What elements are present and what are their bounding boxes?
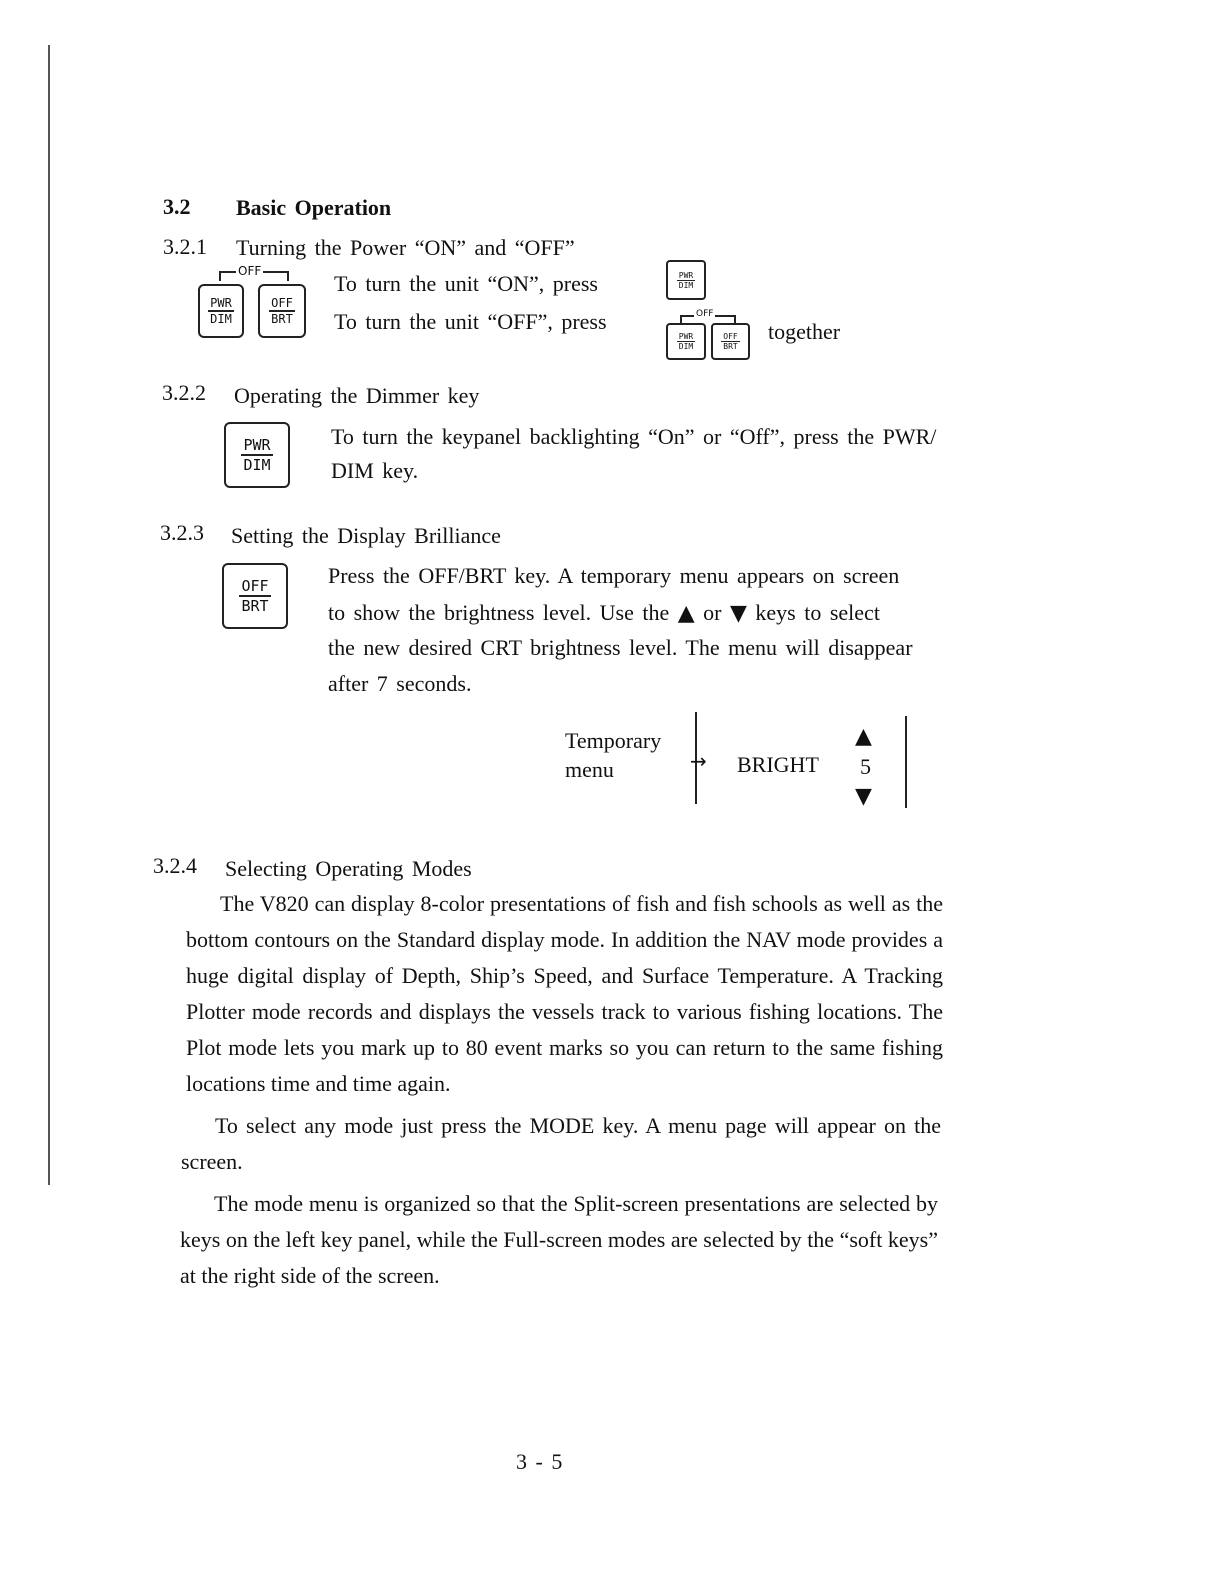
off-label: OFF xyxy=(723,332,738,341)
subsection-title: Selecting Operating Modes xyxy=(225,856,472,881)
off-brt-key[interactable] xyxy=(258,284,306,338)
subsection-number: 3.2.3 xyxy=(160,520,204,545)
dim-label: DIM xyxy=(678,342,694,351)
pwr-label: PWR xyxy=(678,270,694,280)
pwr-label: PWR xyxy=(243,436,271,454)
up-arrow-icon: ▲ xyxy=(677,601,695,626)
pwr-dim-key-small[interactable] xyxy=(666,260,706,300)
down-arrow-icon: ▼ xyxy=(729,601,747,626)
brt-label: BRT xyxy=(271,312,293,326)
menu-pointer-arrow-icon: → xyxy=(690,749,707,773)
modes-paragraph-1-text: The V820 can display 8-color presentations of fish and fish schools as well as the bottom contours on the Standard display mode. In addition the NAV mode provides a huge digital display of Depth, Ship’s Speed, and Surface Temperature. A Tracking Plotter mode records and displays the vessels track to various fishing locations. The Plot mode lets you mark up to 80 event marks so you can return to the same fishing locations time and time again. xyxy=(186,891,943,1096)
page-number: 3 - 5 xyxy=(516,1449,563,1474)
subsection-title: Turning the Power “ON” and “OFF” xyxy=(236,235,575,260)
dimmer-instruction-line2: DIM key. xyxy=(331,458,419,483)
brilliance-line2-or: or xyxy=(703,600,722,625)
menu-right-border xyxy=(905,716,907,808)
menu-up-arrow-icon: ▲ xyxy=(855,724,872,749)
brt-label: BRT xyxy=(723,342,738,351)
brilliance-line3: the new desired CRT brightness level. The menu will disappear xyxy=(328,635,913,660)
brilliance-line2-end: keys to select xyxy=(755,600,880,625)
off-brt-key-large[interactable] xyxy=(222,563,288,629)
off-brt-key-small[interactable] xyxy=(711,323,750,360)
brilliance-line2-start xyxy=(328,599,880,628)
pwr-dim-key-small-2[interactable] xyxy=(666,323,706,360)
brilliance-line1: Press the OFF/BRT key. A temporary menu appears on screen xyxy=(328,563,900,588)
dim-label: DIM xyxy=(210,312,232,326)
subsection-number: 3.2.1 xyxy=(163,234,207,259)
pwr-dim-key[interactable] xyxy=(198,284,244,338)
temporary-menu-label-1: Temporary xyxy=(565,728,662,753)
on-instruction: To turn the unit “ON”, press xyxy=(334,271,598,296)
dim-label: DIM xyxy=(243,456,271,474)
brilliance-line2-text: to show the brightness level. Use the xyxy=(328,600,670,625)
off-bracket-label: OFF xyxy=(238,264,262,278)
subsection-number: 3.2.4 xyxy=(153,853,197,878)
dimmer-instruction-line1: To turn the keypanel backlighting “On” or “Off”, press the PWR/ xyxy=(331,424,937,449)
modes-paragraph-3-text: The mode menu is organized so that the Split-screen presentations are selected by keys on the left key panel, while the Full-screen modes are selected by the “soft keys” at the right side of the screen. xyxy=(180,1191,938,1288)
section-number: 3.2 xyxy=(163,194,191,219)
off-instruction: To turn the unit “OFF”, press xyxy=(334,309,607,334)
off-bracket-small-label: OFF xyxy=(696,309,714,319)
off-label: OFF xyxy=(241,577,269,595)
modes-paragraph-2 xyxy=(181,1108,941,1180)
subsection-title: Operating the Dimmer key xyxy=(234,383,480,408)
menu-item-bright: BRIGHT xyxy=(737,752,819,777)
brt-label: BRT xyxy=(241,597,269,615)
temporary-menu-label-2: menu xyxy=(565,757,614,782)
brilliance-line4: after 7 seconds. xyxy=(328,671,472,696)
menu-brightness-value: 5 xyxy=(860,754,871,779)
margin-rule xyxy=(48,45,50,1185)
section-title: Basic Operation xyxy=(236,195,392,220)
modes-paragraph-2-text: To select any mode just press the MODE key. A menu page will appear on the screen. xyxy=(181,1113,941,1174)
off-label: OFF xyxy=(271,296,293,310)
modes-paragraph-1 xyxy=(186,886,943,1102)
modes-paragraph-3 xyxy=(180,1186,938,1294)
subsection-title: Setting the Display Brilliance xyxy=(231,523,501,548)
pwr-dim-key-large[interactable] xyxy=(224,422,290,488)
together-text: together xyxy=(768,319,841,344)
dim-label: DIM xyxy=(678,280,694,290)
menu-down-arrow-icon: ▼ xyxy=(855,784,872,809)
pwr-label: PWR xyxy=(678,332,694,341)
pwr-label: PWR xyxy=(210,296,232,310)
subsection-number: 3.2.2 xyxy=(162,380,206,405)
